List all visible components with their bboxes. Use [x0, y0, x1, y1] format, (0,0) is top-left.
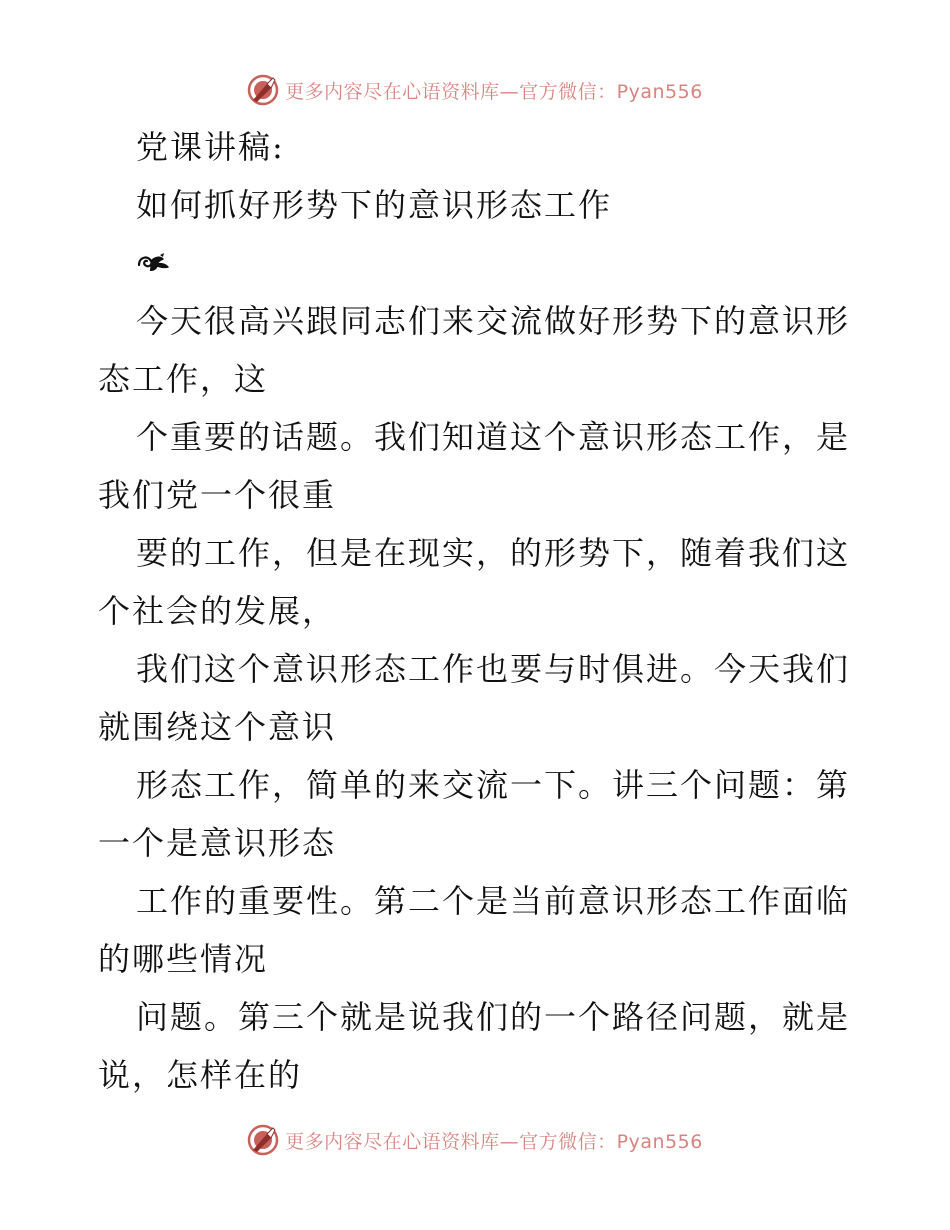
paragraph-line: 的哪些情况 — [98, 940, 269, 978]
header-banner — [0, 70, 950, 110]
header-banner-text: 更多内容尽在心语资料库—官方微信：Pyan556 — [285, 80, 703, 103]
paragraph-line: 我们这个意识形态工作也要与时俱进。今天我们 — [136, 650, 851, 688]
footer-banner — [0, 1120, 950, 1160]
paragraph-line: 今天很高兴跟同志们来交流做好形势下的意识形 — [136, 302, 851, 340]
heading-label: 党课讲稿: — [136, 128, 285, 166]
paragraph-line: 就围绕这个意识 — [98, 708, 337, 746]
paragraph-line: 一个是意识形态 — [98, 824, 337, 862]
paragraph-line: 形态工作，简单的来交流一下。讲三个问题：第 — [136, 766, 851, 804]
paragraph-line: 个社会的发展， — [98, 592, 337, 630]
paragraph-line: 问题。第三个就是说我们的一个路径问题，就是 — [136, 998, 851, 1036]
pen-logo-icon — [247, 1124, 279, 1156]
paragraph-line: 要的工作，但是在现实，的形势下，随着我们这 — [136, 534, 851, 572]
document-title: 如何抓好形势下的意识形态工作 — [136, 186, 613, 224]
pen-logo-icon — [247, 74, 279, 106]
paragraph-line: 我们党一个很重 — [98, 476, 337, 514]
paragraph-line: 说，怎样在的 — [98, 1056, 303, 1094]
paragraph-line: 态工作，这 — [98, 360, 269, 398]
paragraph-line: 个重要的话题。我们知道这个意识形态工作，是 — [136, 418, 851, 456]
fleuron-icon — [136, 251, 172, 275]
paragraph-line: 工作的重要性。第二个是当前意识形态工作面临 — [136, 882, 851, 920]
ornament — [98, 234, 858, 292]
footer-banner-text: 更多内容尽在心语资料库—官方微信：Pyan556 — [285, 1130, 703, 1153]
document-body — [98, 118, 858, 1104]
